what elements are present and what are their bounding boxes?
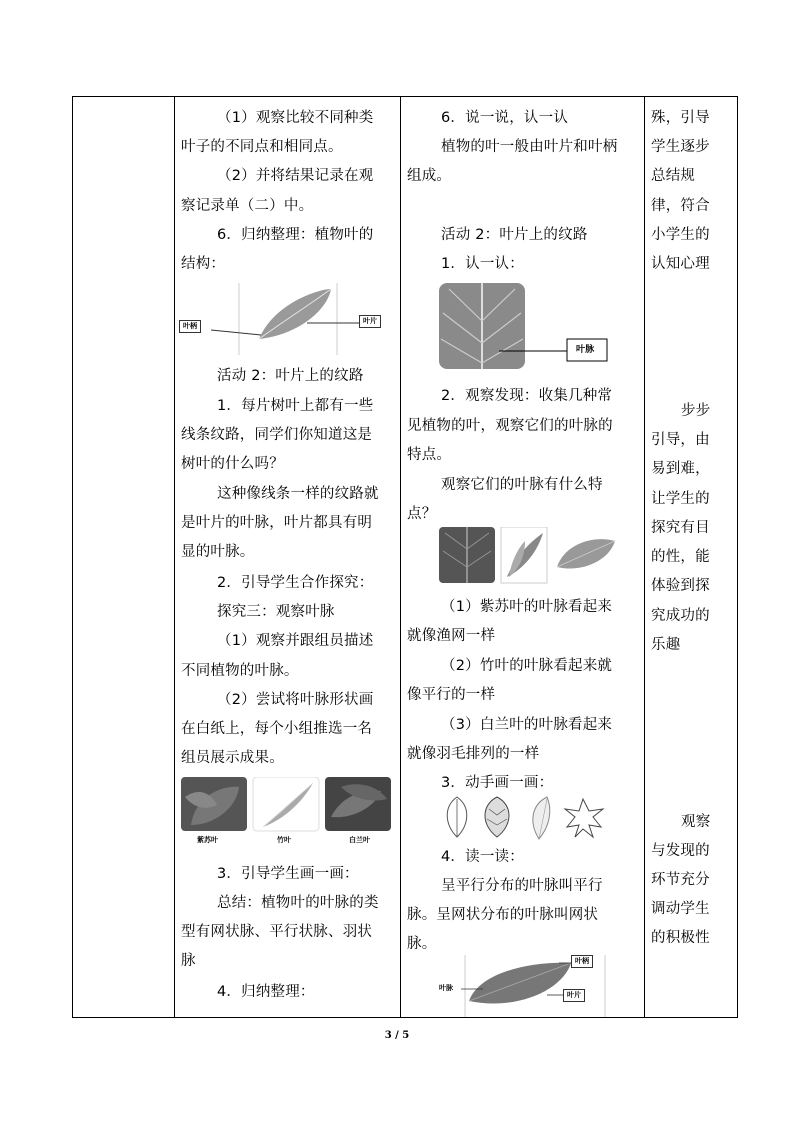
leaf-structure-figure <box>179 283 393 355</box>
leaf-types <box>439 527 619 585</box>
text-line: 易到难， <box>651 461 710 477</box>
text-line: 3．动手画一画： <box>441 775 554 791</box>
text-line: 探究三：观察叶脉 <box>217 604 335 620</box>
text-line: （2）尝试将叶脉形状画 <box>217 692 374 708</box>
text-line: 线条纹路，同学们你知道这是 <box>181 427 373 443</box>
text-line: （2）竹叶的叶脉看起来就 <box>441 658 613 674</box>
text-line: 脉。呈网状分布的叶脉叫网状 <box>407 907 599 923</box>
text-line: 总结规 <box>651 168 696 184</box>
text-line: 不同植物的叶脉。 <box>181 663 299 679</box>
text-line: 显的叶脉。 <box>181 544 255 560</box>
text-line: 环节充分 <box>651 872 710 888</box>
blade-label: 叶片 <box>359 315 381 328</box>
text-line: 总结：植物叶的叶脉的类 <box>217 895 379 911</box>
text-line: 叶子的不同点和相同点。 <box>181 139 343 155</box>
text-line: 乐趣 <box>651 637 681 653</box>
text-line: 引导，由 <box>651 432 710 448</box>
petiole-label-2: 叶柄 <box>571 955 593 968</box>
teacher-activity-column <box>175 97 401 1017</box>
text-line: 3．引导学生画一画： <box>217 866 359 882</box>
text-line: 特点。 <box>407 447 452 463</box>
text-line: 调动学生 <box>651 901 710 917</box>
text-line: 与发现的 <box>651 843 710 859</box>
text-line: 1．认一认： <box>441 256 524 272</box>
text-line: 1．每片树叶上都有一些 <box>217 398 374 414</box>
text-line: 点？ <box>407 506 437 522</box>
leaf-vein-figure <box>439 283 619 369</box>
text-line: 活动 2：叶片上的纹路 <box>217 368 364 384</box>
caption-magnolia: 白兰叶 <box>349 836 370 844</box>
text-line: 6．归纳整理：植物叶的 <box>217 227 374 243</box>
caption-perilla: 紫苏叶 <box>197 836 218 844</box>
blade-label-2: 叶片 <box>563 989 585 1002</box>
text-line: 认知心理 <box>651 256 710 272</box>
text-line: 观察 <box>681 814 711 830</box>
text-line: 结构： <box>181 256 226 272</box>
text-line: （3）白兰叶的叶脉看起来 <box>441 717 613 733</box>
text-line: 是叶片的叶脉，叶片都具有明 <box>181 515 373 531</box>
vein-label: 叶脉 <box>576 345 595 355</box>
text-line: 活动 2：叶片上的纹路 <box>441 227 588 243</box>
text-line: 脉。 <box>407 936 437 952</box>
text-line: 见植物的叶，观察它们的叶脉的 <box>407 418 613 434</box>
petiole-label: 叶柄 <box>179 320 201 333</box>
text-line: 像平行的一样 <box>407 687 496 703</box>
leaf-drawings <box>439 795 639 841</box>
student-activity-column <box>401 97 645 1017</box>
text-line: 学生逐步 <box>651 139 710 155</box>
text-line: 就像羽毛排列的一样 <box>407 746 540 762</box>
leaf-parts-figure <box>439 955 635 1017</box>
text-line: 4．归纳整理： <box>217 984 315 1000</box>
text-line: 体验到探 <box>651 578 710 594</box>
leaf-photos-row <box>181 777 395 847</box>
text-line: 究成功的 <box>651 608 710 624</box>
text-line: 殊，引导 <box>651 110 710 126</box>
text-line: 呈平行分布的叶脉叫平行 <box>441 878 603 894</box>
leaf-sketches <box>439 795 639 841</box>
text-line: 就像渔网一样 <box>407 628 496 644</box>
text-line: 2．观察发现：收集几种常 <box>441 388 613 404</box>
text-line: 6．说一说，认一认 <box>441 110 569 126</box>
lesson-table <box>72 96 738 1018</box>
text-line: （2）并将结果记录在观 <box>217 168 374 184</box>
text-line: 在白纸上，每个小组推选一名 <box>181 721 373 737</box>
text-line: 的性，能 <box>651 549 710 565</box>
text-line: （1）观察并跟组员描述 <box>217 633 374 649</box>
text-line: 脉 <box>181 953 196 969</box>
text-line: 探究有目 <box>651 520 710 536</box>
design-intent-column <box>645 97 738 1017</box>
vein-label-2: 叶脉 <box>439 984 453 992</box>
page-number: 3 / 5 <box>384 1030 410 1041</box>
text-line: 观察它们的叶脉有什么特 <box>441 477 603 493</box>
text-line: 树叶的什么吗？ <box>181 456 284 472</box>
text-line: 步步 <box>681 403 711 419</box>
text-line: 让学生的 <box>651 491 710 507</box>
text-line: 植物的叶一般由叶片和叶柄 <box>441 139 618 155</box>
leaf-parts-illustration <box>439 955 635 1017</box>
text-line: 组员展示成果。 <box>181 750 284 766</box>
text-line: （1）观察比较不同种类 <box>217 110 374 126</box>
text-line: 律，符合 <box>651 198 710 214</box>
text-line: 的积极性 <box>651 930 710 946</box>
leaf-photos <box>181 777 395 833</box>
text-line: 2．引导学生合作探究： <box>217 575 374 591</box>
text-line: 4．读一读： <box>441 849 524 865</box>
text-line: 型有网状脉、平行状脉、羽状 <box>181 924 373 940</box>
text-line: 察记录单（二）中。 <box>181 198 314 214</box>
leaf-types-figure <box>439 527 619 585</box>
text-line: 小学生的 <box>651 227 710 243</box>
text-line: 这种像线条一样的纹路就 <box>217 486 379 502</box>
text-line: （1）紫苏叶的叶脉看起来 <box>441 599 613 615</box>
caption-bamboo: 竹叶 <box>277 836 291 844</box>
text-line: 组成。 <box>407 168 452 184</box>
